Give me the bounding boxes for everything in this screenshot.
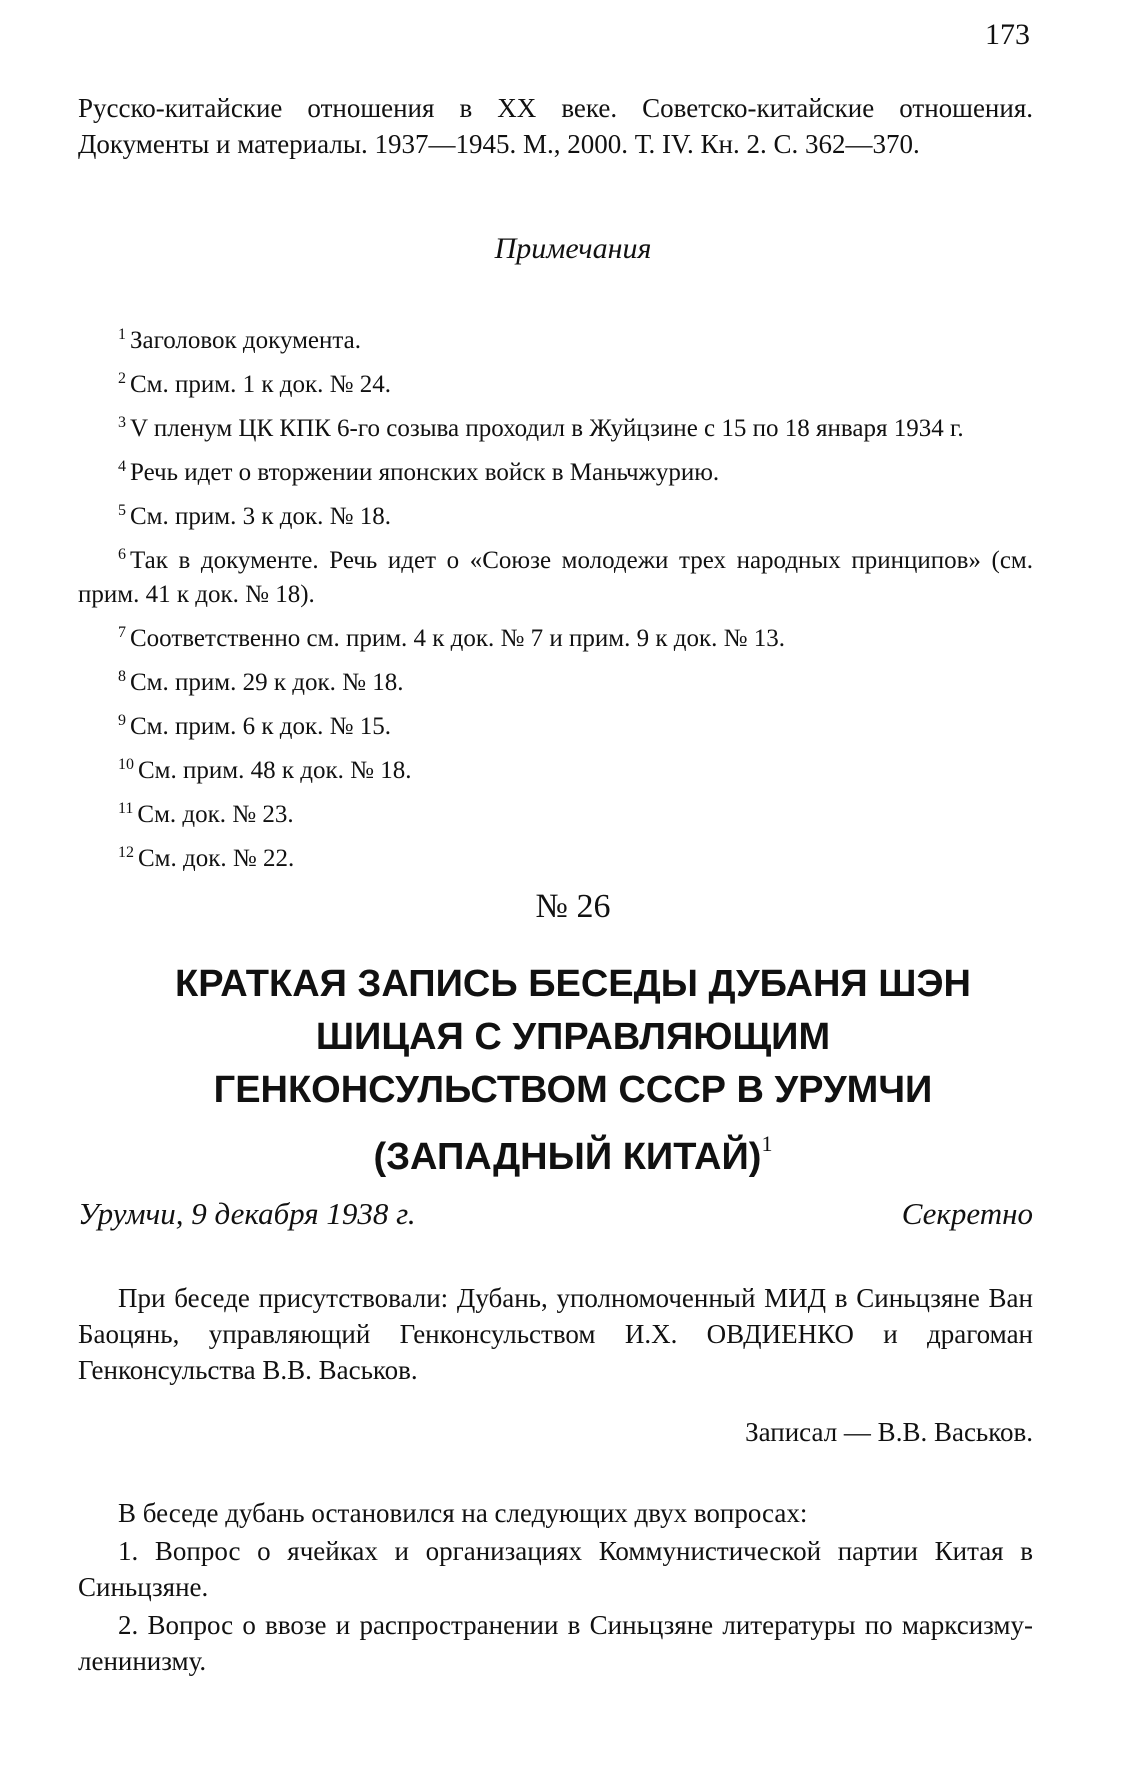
note-item: $^9$ См. прим. 6 к док. № 15.	[118, 712, 391, 740]
document-number: № 26	[535, 888, 611, 925]
place-date: Урумчи, 9 декабря 1938 г.	[78, 1196, 416, 1231]
source-reference: Русско-китайские отношения в XX веке. Советско-китайские отношения. Документы и материалы. 1937—1945. М., 2000. Т. IV. Кн. 2. С. 362—370.	[78, 93, 1033, 159]
title-line: ШИЦАЯ С УПРАВЛЯЮЩИМ	[315, 1016, 831, 1058]
note-item: $^2$ См. прим. 1 к док. № 24.	[118, 370, 391, 398]
note-item: $^4$ Речь идет о вторжении японских войск в Маньчжурию.	[118, 458, 720, 486]
body-text	[78, 1495, 1033, 1681]
note-item: $^1$ Заголовок документа.	[118, 326, 361, 354]
classification-mark: Секретно	[901, 1196, 1033, 1231]
note-item: $^6$ Так в документе. Речь идет о «Союзе молодежи трех народных принципов» (см. прим. 41 к док. № 18).	[78, 546, 1033, 608]
document-title	[90, 958, 1056, 1184]
dateline	[78, 1196, 1033, 1232]
title-line: КРАТКАЯ ЗАПИСЬ БЕСЕДЫ ДУБАНЯ ШЭН	[175, 963, 971, 1005]
note-item: $^{10}$ См. прим. 48 к док. № 18.	[118, 756, 412, 784]
title-footnote-mark: 1	[761, 1131, 773, 1156]
body-paragraph: 2. Вопрос о ввозе и распространении в Синьцзяне литературы по марксизму-ленинизму.	[78, 1610, 1033, 1676]
attendees-paragraph: При беседе присутствовали: Дубань, уполномоченный МИД в Синьцзяне Ван Баоцянь, управляющий Генконсульством И.Х. ОВДИЕНКО и драгоман Генконсульства В.В. Васьков.	[78, 1283, 1033, 1385]
note-item: $^{11}$ См. док. № 23.	[118, 800, 294, 828]
body-paragraph: 1. Вопрос о ячейках и организациях Коммунистической партии Китая в Синьцзяне.	[78, 1536, 1033, 1602]
title-line: (ЗАПАДНЫЙ КИТАЙ)$^1$	[373, 1131, 773, 1178]
title-line: ГЕНКОНСУЛЬСТВОМ СССР В УРУМЧИ	[213, 1069, 933, 1111]
note-item: $^8$ См. прим. 29 к док. № 18.	[118, 668, 404, 696]
note-item: $^{12}$ См. док. № 22.	[118, 844, 295, 872]
body-paragraph: В беседе дубань остановился на следующих двух вопросах:	[118, 1498, 808, 1528]
note-item: $^5$ См. прим. 3 к док. № 18.	[118, 502, 391, 530]
recorded-by: Записал — В.В. Васьков.	[745, 1417, 1033, 1447]
note-item: $^7$ Соответственно см. прим. 4 к док. № 7 и прим. 9 к док. № 13.	[118, 624, 785, 652]
page-number: 173	[985, 18, 1030, 51]
notes-list	[78, 318, 1033, 880]
notes-heading: Примечания	[494, 232, 652, 265]
note-item: $^3$ V пленум ЦК КПК 6-го созыва проходил в Жуйцзине с 15 по 18 января 1934 г.	[118, 414, 964, 442]
